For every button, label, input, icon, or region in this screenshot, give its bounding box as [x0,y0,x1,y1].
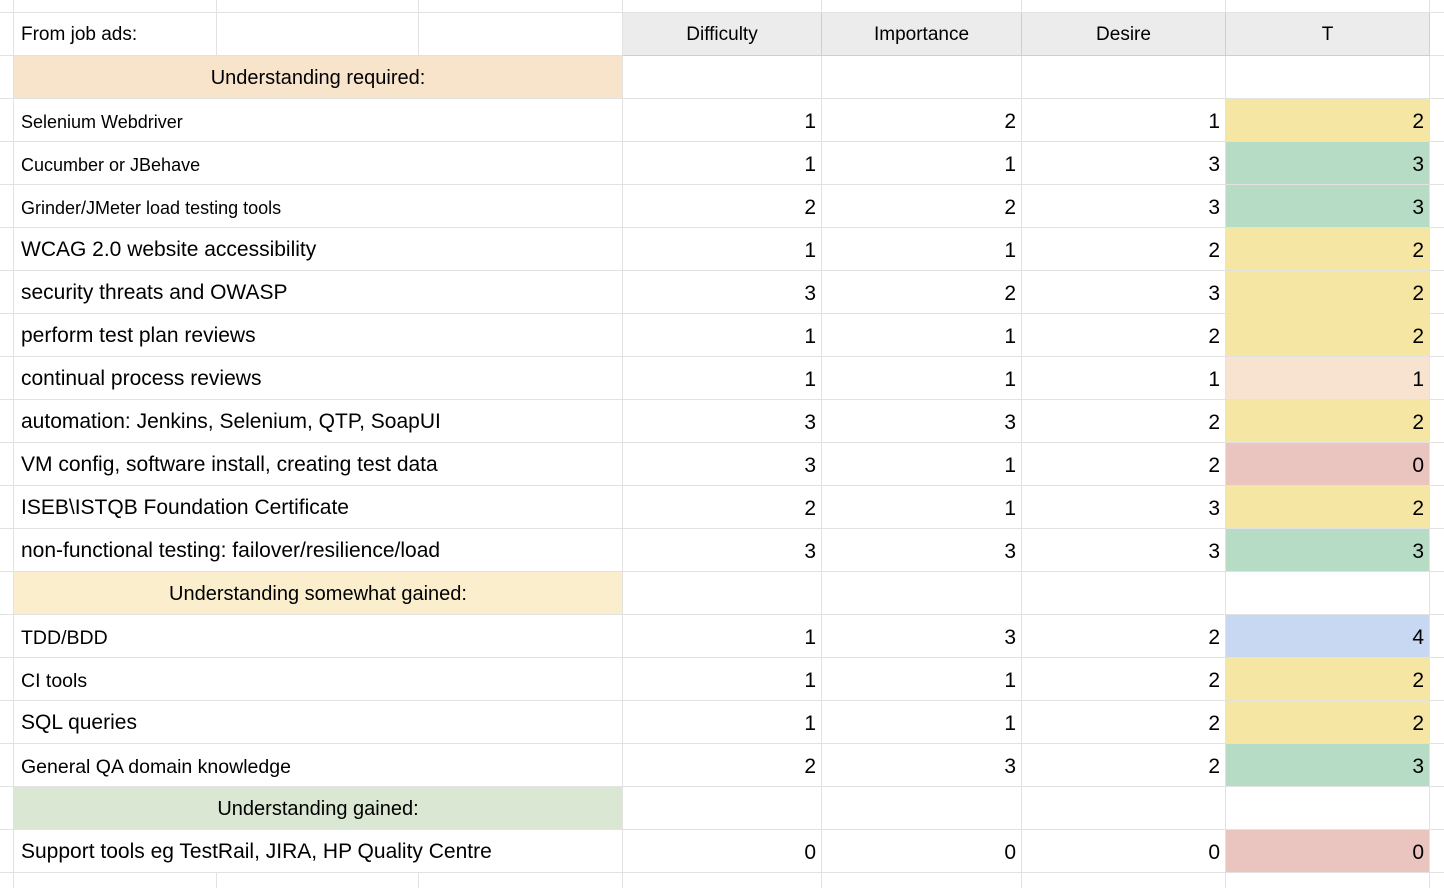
difficulty-cell[interactable]: 1 [623,357,822,400]
cell[interactable] [0,486,14,529]
sheet-row [0,701,1444,744]
importance-cell[interactable]: 1 [822,142,1022,185]
cell[interactable] [14,873,217,888]
cell[interactable] [1430,787,1444,830]
desire-cell[interactable] [1022,572,1226,615]
sheet-row [0,228,1444,271]
top-partial-row [0,0,1444,13]
difficulty-cell[interactable]: 1 [623,701,822,744]
cell[interactable] [1430,873,1444,888]
t-cell[interactable]: 2 [1226,400,1430,443]
sheet-row [0,830,1444,873]
section-band-row [0,572,1444,615]
row-label[interactable]: continual process reviews [14,357,623,400]
row-label[interactable]: TDD/BDD [14,615,623,658]
cell[interactable] [1430,830,1444,873]
cell[interactable] [1430,443,1444,486]
section-band-label[interactable]: Understanding required: [14,56,623,99]
difficulty-cell[interactable]: 1 [623,228,822,271]
sheet-row [0,400,1444,443]
row-label[interactable]: VM config, software install, creating test data [14,443,623,486]
cell[interactable] [0,400,14,443]
row-label[interactable]: Grinder/JMeter load testing tools [14,185,623,228]
importance-cell[interactable]: 1 [822,357,1022,400]
cell[interactable] [822,873,1022,888]
difficulty-cell[interactable] [623,56,822,99]
header-row [0,13,1444,56]
difficulty-cell[interactable]: 3 [623,529,822,572]
row-label[interactable]: ISEB\ISTQB Foundation Certificate [14,486,623,529]
difficulty-cell[interactable]: 2 [623,486,822,529]
sheet-row [0,486,1444,529]
desire-cell[interactable]: 3 [1022,486,1226,529]
cell[interactable] [14,0,217,13]
cell[interactable] [0,830,14,873]
cell[interactable] [1430,56,1444,99]
cell[interactable] [1430,744,1444,787]
t-cell[interactable]: 3 [1226,142,1430,185]
t-cell[interactable]: 2 [1226,99,1430,142]
cell[interactable] [0,56,14,99]
row-label[interactable]: SQL queries [14,701,623,744]
column-header-desire[interactable]: Desire [1022,13,1226,56]
cell[interactable] [0,357,14,400]
row-label[interactable]: Cucumber or JBehave [14,142,623,185]
sheet-row [0,615,1444,658]
cell[interactable] [1430,572,1444,615]
section-band-row [0,56,1444,99]
cell[interactable] [0,744,14,787]
difficulty-cell[interactable]: 2 [623,185,822,228]
desire-cell[interactable]: 2 [1022,744,1226,787]
desire-cell[interactable]: 3 [1022,142,1226,185]
sheet-row [0,185,1444,228]
t-cell[interactable]: 2 [1226,658,1430,701]
section-band-row [0,787,1444,830]
cell[interactable] [419,873,623,888]
importance-cell[interactable]: 3 [822,744,1022,787]
sheet-row [0,99,1444,142]
desire-cell[interactable]: 3 [1022,271,1226,314]
sheet-row [0,744,1444,787]
sheet-row [0,314,1444,357]
cell[interactable] [217,13,419,56]
desire-cell[interactable]: 1 [1022,99,1226,142]
t-cell[interactable]: 2 [1226,271,1430,314]
t-cell[interactable] [1226,572,1430,615]
t-cell[interactable] [1226,787,1430,830]
sheet-row [0,443,1444,486]
difficulty-cell[interactable]: 3 [623,400,822,443]
from-job-ads-cell[interactable]: From job ads: [14,13,217,56]
column-header-difficulty[interactable]: Difficulty [623,13,822,56]
difficulty-cell[interactable]: 1 [623,142,822,185]
importance-cell[interactable]: 2 [822,99,1022,142]
column-header-importance[interactable]: Importance [822,13,1022,56]
desire-cell[interactable]: 3 [1022,185,1226,228]
cell[interactable] [0,701,14,744]
difficulty-cell[interactable]: 0 [623,830,822,873]
cell[interactable] [623,0,822,13]
importance-cell[interactable] [822,572,1022,615]
cell[interactable] [1430,701,1444,744]
importance-cell[interactable]: 1 [822,314,1022,357]
cell[interactable] [217,0,419,13]
desire-cell[interactable]: 2 [1022,701,1226,744]
t-cell[interactable]: 4 [1226,615,1430,658]
row-label[interactable]: Support tools eg TestRail, JIRA, HP Quality Centre [14,830,623,873]
importance-cell[interactable] [822,56,1022,99]
desire-cell[interactable]: 2 [1022,443,1226,486]
cell[interactable] [0,572,14,615]
cell[interactable] [1430,314,1444,357]
importance-cell[interactable]: 1 [822,228,1022,271]
cell[interactable] [1430,0,1444,13]
difficulty-cell[interactable]: 1 [623,658,822,701]
cell[interactable] [0,0,14,13]
cell[interactable] [0,658,14,701]
t-cell[interactable] [1226,56,1430,99]
t-cell[interactable]: 0 [1226,443,1430,486]
cell[interactable] [0,443,14,486]
t-cell[interactable]: 2 [1226,314,1430,357]
cell[interactable] [1430,357,1444,400]
cell[interactable] [0,787,14,830]
cell[interactable] [0,529,14,572]
importance-cell[interactable]: 3 [822,615,1022,658]
row-label[interactable]: WCAG 2.0 website accessibility [14,228,623,271]
cell[interactable] [1226,873,1430,888]
cell[interactable] [1430,529,1444,572]
cell[interactable] [1430,271,1444,314]
cell[interactable] [0,142,14,185]
cell[interactable] [1022,873,1226,888]
importance-cell[interactable]: 2 [822,271,1022,314]
importance-cell[interactable] [822,787,1022,830]
desire-cell[interactable] [1022,56,1226,99]
cell[interactable] [1430,486,1444,529]
importance-cell[interactable]: 3 [822,529,1022,572]
importance-cell[interactable]: 3 [822,400,1022,443]
cell[interactable] [1430,185,1444,228]
sheet-body [0,56,1444,873]
sheet-row [0,271,1444,314]
row-label[interactable]: security threats and OWASP [14,271,623,314]
cell[interactable] [1430,615,1444,658]
section-band-label[interactable]: Understanding somewhat gained: [14,572,623,615]
desire-cell[interactable]: 3 [1022,529,1226,572]
difficulty-cell[interactable]: 2 [623,744,822,787]
sheet-row [0,658,1444,701]
importance-cell[interactable]: 2 [822,185,1022,228]
cell[interactable] [0,13,14,56]
cell[interactable] [0,99,14,142]
cell[interactable] [1430,400,1444,443]
cell[interactable] [623,873,822,888]
importance-cell[interactable]: 1 [822,658,1022,701]
row-label[interactable]: CI tools [14,658,623,701]
difficulty-cell[interactable]: 3 [623,271,822,314]
desire-cell[interactable]: 1 [1022,357,1226,400]
t-cell[interactable]: 2 [1226,228,1430,271]
cell[interactable] [419,0,623,13]
desire-cell[interactable]: 2 [1022,314,1226,357]
cell[interactable] [0,271,14,314]
importance-cell[interactable]: 1 [822,486,1022,529]
column-header-t[interactable]: T [1226,13,1430,56]
importance-cell[interactable]: 0 [822,830,1022,873]
t-cell[interactable]: 2 [1226,486,1430,529]
cell[interactable] [0,185,14,228]
desire-cell[interactable]: 2 [1022,658,1226,701]
cell[interactable] [822,0,1022,13]
desire-cell[interactable]: 2 [1022,615,1226,658]
t-cell[interactable]: 0 [1226,830,1430,873]
sheet-row [0,529,1444,572]
bottom-partial-row [0,873,1444,888]
desire-cell[interactable]: 0 [1022,830,1226,873]
cell[interactable] [1022,0,1226,13]
importance-cell[interactable]: 1 [822,443,1022,486]
difficulty-cell[interactable] [623,572,822,615]
t-cell[interactable]: 3 [1226,185,1430,228]
cell[interactable] [217,873,419,888]
t-cell[interactable]: 3 [1226,529,1430,572]
difficulty-cell[interactable] [623,787,822,830]
row-label[interactable]: Selenium Webdriver [14,99,623,142]
difficulty-cell[interactable]: 1 [623,314,822,357]
cell[interactable] [0,314,14,357]
cell[interactable] [1226,0,1430,13]
cell[interactable] [1430,13,1444,56]
cell[interactable] [1430,99,1444,142]
difficulty-cell[interactable]: 1 [623,615,822,658]
t-cell[interactable]: 1 [1226,357,1430,400]
cell[interactable] [419,13,623,56]
desire-cell[interactable] [1022,787,1226,830]
desire-cell[interactable]: 2 [1022,228,1226,271]
row-label[interactable]: General QA domain knowledge [14,744,623,787]
t-cell[interactable]: 2 [1226,701,1430,744]
cell[interactable] [0,873,14,888]
row-label[interactable]: automation: Jenkins, Selenium, QTP, SoapUI [14,400,623,443]
cell[interactable] [1430,658,1444,701]
cell[interactable] [1430,142,1444,185]
row-label[interactable]: perform test plan reviews [14,314,623,357]
sheet-row [0,357,1444,400]
t-cell[interactable]: 3 [1226,744,1430,787]
cell[interactable] [0,615,14,658]
importance-cell[interactable]: 1 [822,701,1022,744]
cell[interactable] [0,228,14,271]
desire-cell[interactable]: 2 [1022,400,1226,443]
row-label[interactable]: non-functional testing: failover/resilience/load [14,529,623,572]
sheet-row [0,142,1444,185]
difficulty-cell[interactable]: 1 [623,99,822,142]
cell[interactable] [1430,228,1444,271]
section-band-label[interactable]: Understanding gained: [14,787,623,830]
difficulty-cell[interactable]: 3 [623,443,822,486]
